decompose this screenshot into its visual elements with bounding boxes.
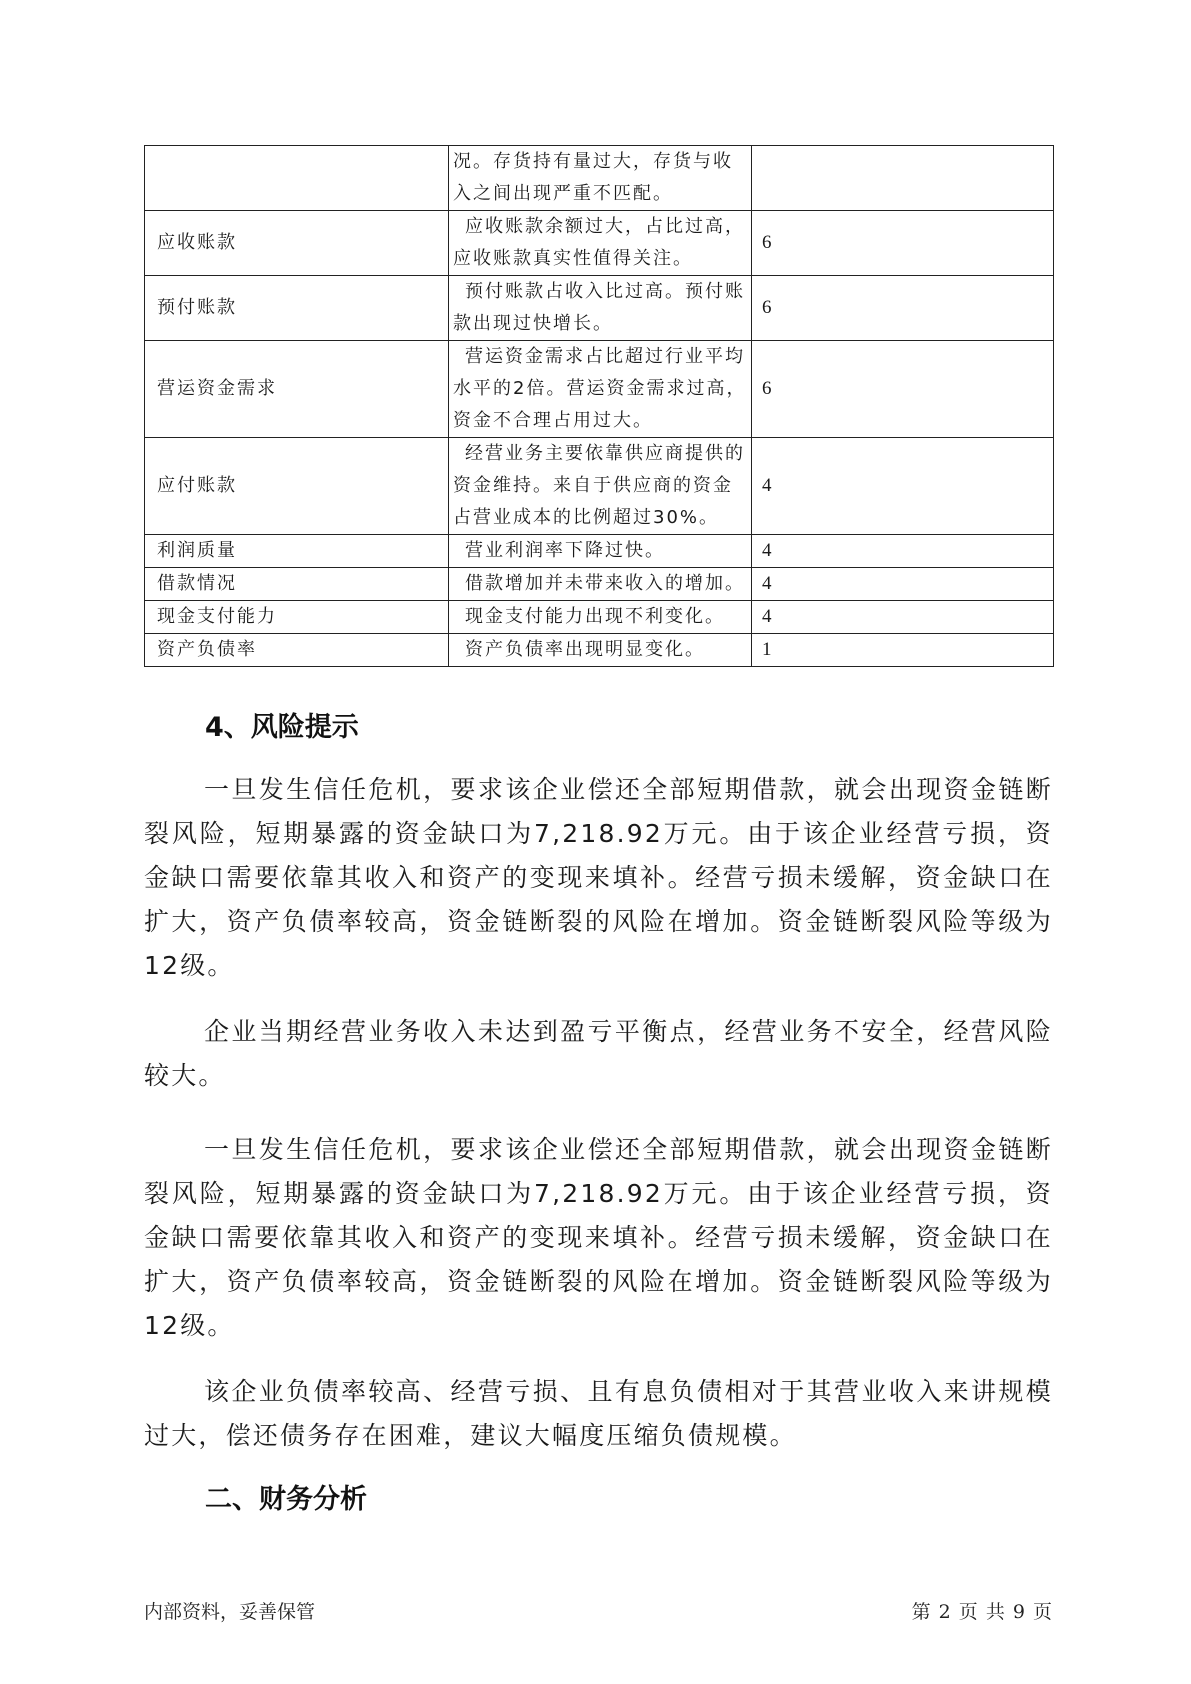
section-heading-risk-warning: 4、风险提示 bbox=[205, 712, 359, 743]
risk-item-score: 4 bbox=[752, 568, 1054, 601]
risk-indicator-table bbox=[144, 145, 1054, 667]
risk-item-name: 利润质量 bbox=[145, 535, 449, 568]
paragraph: 企业当期经营业务收入未达到盈亏平衡点，经营业务不安全，经营风险较大。 bbox=[144, 1017, 1053, 1090]
risk-item-name: 资产负债率 bbox=[145, 634, 449, 667]
risk-item-name: 应付账款 bbox=[145, 438, 449, 535]
risk-item-description: 况。存货持有量过大，存货与收入之间出现严重不匹配。 bbox=[449, 146, 752, 211]
risk-item-description: 现金支付能力出现不利变化。 bbox=[449, 601, 752, 634]
risk-item-score: 1 bbox=[752, 634, 1054, 667]
risk-item-score bbox=[752, 146, 1054, 211]
risk-item-name: 营运资金需求 bbox=[145, 341, 449, 438]
risk-item-name: 现金支付能力 bbox=[145, 601, 449, 634]
risk-item-name: 应收账款 bbox=[145, 211, 449, 276]
risk-item-score: 6 bbox=[752, 211, 1054, 276]
table-row bbox=[145, 601, 1054, 634]
paragraph: 一旦发生信任危机，要求该企业偿还全部短期借款，就会出现资金链断裂风险，短期暴露的资金缺口为7,218.92万元。由于该企业经营亏损，资金缺口需要依靠其收入和资产的变现来填补。经营亏损未缓解，资金缺口在扩大，资产负债率较高，资金链断裂的风险在增加。资金链断裂风险等级为12级。 bbox=[144, 1135, 1053, 1340]
risk-item-score: 6 bbox=[752, 276, 1054, 341]
table-row bbox=[145, 341, 1054, 438]
risk-item-description: 应收账款余额过大，占比过高，应收账款真实性值得关注。 bbox=[449, 211, 752, 276]
table-row bbox=[145, 634, 1054, 667]
risk-item-description: 预付账款占收入比过高。预付账款出现过快增长。 bbox=[449, 276, 752, 341]
risk-item-name bbox=[145, 146, 449, 211]
table-row bbox=[145, 276, 1054, 341]
risk-item-description: 资产负债率出现明显变化。 bbox=[449, 634, 752, 667]
section-heading-financial-analysis: 二、财务分析 bbox=[205, 1484, 367, 1515]
footer-confidential-note: 内部资料，妥善保管 bbox=[144, 1601, 316, 1623]
table-row bbox=[145, 535, 1054, 568]
risk-item-name: 预付账款 bbox=[145, 276, 449, 341]
table-row bbox=[145, 146, 1054, 211]
risk-item-description: 经营业务主要依靠供应商提供的资金维持。来自于供应商的资金占营业成本的比例超过30%。 bbox=[449, 438, 752, 535]
risk-item-score: 4 bbox=[752, 601, 1054, 634]
risk-item-description: 营业利润率下降过快。 bbox=[449, 535, 752, 568]
table-row bbox=[145, 211, 1054, 276]
risk-item-description: 营运资金需求占比超过行业平均水平的2倍。营运资金需求过高，资金不合理占用过大。 bbox=[449, 341, 752, 438]
risk-item-score: 4 bbox=[752, 438, 1054, 535]
risk-item-description: 借款增加并未带来收入的增加。 bbox=[449, 568, 752, 601]
risk-item-name: 借款情况 bbox=[145, 568, 449, 601]
paragraph: 该企业负债率较高、经营亏损、且有息负债相对于其营业收入来讲规模过大，偿还债务存在困难，建议大幅度压缩负债规模。 bbox=[144, 1377, 1053, 1450]
table-row bbox=[145, 438, 1054, 535]
risk-item-score: 4 bbox=[752, 535, 1054, 568]
footer-page-number: 第 2 页 共 9 页 bbox=[911, 1601, 1053, 1623]
risk-item-score: 6 bbox=[752, 341, 1054, 438]
paragraph: 一旦发生信任危机，要求该企业偿还全部短期借款，就会出现资金链断裂风险，短期暴露的资金缺口为7,218.92万元。由于该企业经营亏损，资金缺口需要依靠其收入和资产的变现来填补。经营亏损未缓解，资金缺口在扩大，资产负债率较高，资金链断裂的风险在增加。资金链断裂风险等级为12级。 bbox=[144, 775, 1053, 980]
table-row bbox=[145, 568, 1054, 601]
